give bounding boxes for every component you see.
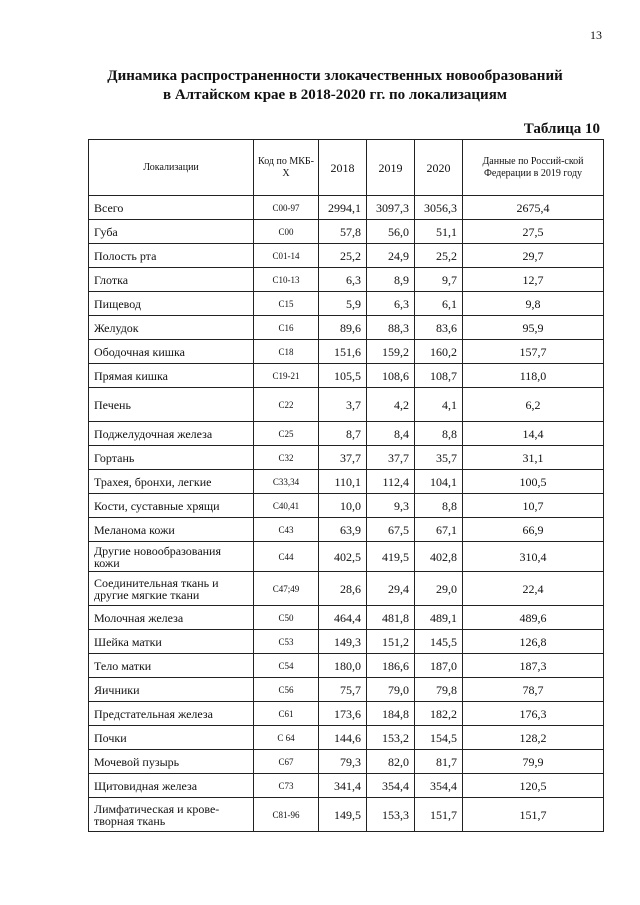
cell-code: С54 [254,654,319,678]
table-row [89,678,604,702]
cell-code: С15 [254,292,319,316]
table-body [89,196,604,832]
cell-localization: Шейка матки [89,630,254,654]
cell-2018: 341,4 [319,774,367,798]
cell-rf: 157,7 [463,340,604,364]
cell-2020: 489,1 [415,606,463,630]
cell-2019: 37,7 [367,446,415,470]
cell-2019: 4,2 [367,388,415,422]
cell-2018: 464,4 [319,606,367,630]
cell-localization: Предстательная железа [89,702,254,726]
cell-rf: 29,7 [463,244,604,268]
cell-localization: Тело матки [89,654,254,678]
cell-2020: 29,0 [415,572,463,606]
cell-2019: 186,6 [367,654,415,678]
cell-2019: 6,3 [367,292,415,316]
page-title [60,67,610,105]
cell-localization: Печень [89,388,254,422]
cell-2018: 149,5 [319,798,367,832]
table-row [89,750,604,774]
cell-2018: 28,6 [319,572,367,606]
cell-localization: Почки [89,726,254,750]
cell-2019: 159,2 [367,340,415,364]
table-row [89,220,604,244]
cell-localization: Глотка [89,268,254,292]
cell-rf: 100,5 [463,470,604,494]
cell-rf: 118,0 [463,364,604,388]
cell-code: С19-21 [254,364,319,388]
cell-2019: 419,5 [367,542,415,572]
cell-localization: Полость рта [89,244,254,268]
cell-rf: 2675,4 [463,196,604,220]
title-line-2: в Алтайском крае в 2018-2020 гг. по локализациям [162,87,508,103]
cell-rf: 10,7 [463,494,604,518]
table-row [89,518,604,542]
cell-2018: 149,3 [319,630,367,654]
cell-localization: Щитовидная железа [89,774,254,798]
table-row [89,388,604,422]
cell-rf: 14,4 [463,422,604,446]
cell-localization: Молочная железа [89,606,254,630]
cell-2020: 402,8 [415,542,463,572]
cell-code: С00-97 [254,196,319,220]
cell-2019: 67,5 [367,518,415,542]
cell-2020: 35,7 [415,446,463,470]
cell-code: С56 [254,678,319,702]
table-row [89,268,604,292]
cell-2020: 79,8 [415,678,463,702]
data-table [88,139,604,832]
table-row [89,774,604,798]
cell-rf: 9,8 [463,292,604,316]
cell-code: С43 [254,518,319,542]
cell-2019: 3097,3 [367,196,415,220]
cell-2019: 112,4 [367,470,415,494]
cell-code: С32 [254,446,319,470]
cell-2020: 108,7 [415,364,463,388]
cell-localization: Губа [89,220,254,244]
cell-localization: Всего [89,196,254,220]
cell-localization: Соединительная ткань и другие мягкие ткани [89,572,254,606]
cell-localization: Лимфатическая и крове-творная ткань [89,798,254,832]
cell-2020: 67,1 [415,518,463,542]
cell-code: С47;49 [254,572,319,606]
cell-code: С16 [254,316,319,340]
cell-2018: 75,7 [319,678,367,702]
cell-code: С25 [254,422,319,446]
cell-2020: 151,7 [415,798,463,832]
cell-rf: 151,7 [463,798,604,832]
cell-code: С18 [254,340,319,364]
cell-2019: 56,0 [367,220,415,244]
cell-2018: 5,9 [319,292,367,316]
cell-localization: Кости, суставные хрящи [89,494,254,518]
cell-2019: 153,3 [367,798,415,832]
cell-2020: 25,2 [415,244,463,268]
cell-rf: 187,3 [463,654,604,678]
header-2020: 2020 [415,140,463,196]
table-row [89,726,604,750]
table-row [89,364,604,388]
cell-2020: 354,4 [415,774,463,798]
cell-2019: 184,8 [367,702,415,726]
cell-localization: Поджелудочная железа [89,422,254,446]
cell-2019: 8,4 [367,422,415,446]
cell-localization: Другие новообразования кожи [89,542,254,572]
cell-code: С01-14 [254,244,319,268]
cell-2019: 8,9 [367,268,415,292]
table-row [89,572,604,606]
cell-2019: 153,2 [367,726,415,750]
cell-2019: 82,0 [367,750,415,774]
cell-2019: 108,6 [367,364,415,388]
cell-rf: 128,2 [463,726,604,750]
cell-2018: 37,7 [319,446,367,470]
cell-2018: 110,1 [319,470,367,494]
table-row [89,798,604,832]
table-row [89,494,604,518]
cell-2019: 481,8 [367,606,415,630]
cell-localization: Яичники [89,678,254,702]
cell-2018: 8,7 [319,422,367,446]
cell-code: С00 [254,220,319,244]
cell-rf: 126,8 [463,630,604,654]
cell-2020: 160,2 [415,340,463,364]
cell-2020: 145,5 [415,630,463,654]
cell-2018: 2994,1 [319,196,367,220]
cell-code: С73 [254,774,319,798]
cell-rf: 78,7 [463,678,604,702]
cell-rf: 27,5 [463,220,604,244]
cell-rf: 79,9 [463,750,604,774]
table-row [89,244,604,268]
header-2019: 2019 [367,140,415,196]
cell-2019: 151,2 [367,630,415,654]
cell-code: С53 [254,630,319,654]
cell-2020: 187,0 [415,654,463,678]
table-row [89,470,604,494]
cell-2019: 9,3 [367,494,415,518]
cell-localization: Меланома кожи [89,518,254,542]
cell-2018: 89,6 [319,316,367,340]
cell-2018: 25,2 [319,244,367,268]
cell-code: С10-13 [254,268,319,292]
header-rf: Данные по Россий-ской Федерации в 2019 году [463,140,604,196]
cell-localization: Мочевой пузырь [89,750,254,774]
table-row [89,542,604,572]
cell-code: С22 [254,388,319,422]
header-2018: 2018 [319,140,367,196]
cell-2019: 29,4 [367,572,415,606]
cell-2018: 79,3 [319,750,367,774]
table-row [89,292,604,316]
cell-code: С50 [254,606,319,630]
cell-code: С61 [254,702,319,726]
table-row [89,702,604,726]
cell-rf: 95,9 [463,316,604,340]
cell-2020: 104,1 [415,470,463,494]
cell-rf: 120,5 [463,774,604,798]
cell-2019: 88,3 [367,316,415,340]
cell-code: С67 [254,750,319,774]
cell-2018: 105,5 [319,364,367,388]
cell-2018: 402,5 [319,542,367,572]
cell-rf: 176,3 [463,702,604,726]
cell-2020: 8,8 [415,422,463,446]
cell-2020: 6,1 [415,292,463,316]
cell-2018: 63,9 [319,518,367,542]
header-localization: Локализации [89,140,254,196]
cell-rf: 22,4 [463,572,604,606]
cell-code: С40,41 [254,494,319,518]
title-line-1: Динамика распространенности злокачественных новообразований [107,68,563,84]
cell-2019: 354,4 [367,774,415,798]
table-label: Таблица 10 [523,121,600,137]
cell-2020: 83,6 [415,316,463,340]
table-row [89,196,604,220]
cell-2020: 8,8 [415,494,463,518]
cell-2018: 151,6 [319,340,367,364]
cell-localization: Гортань [89,446,254,470]
cell-localization: Прямая кишка [89,364,254,388]
table-row [89,606,604,630]
table-row [89,630,604,654]
cell-rf: 310,4 [463,542,604,572]
cell-2020: 154,5 [415,726,463,750]
cell-rf: 489,6 [463,606,604,630]
table-header-row [89,140,604,196]
cell-2020: 4,1 [415,388,463,422]
cell-localization: Пищевод [89,292,254,316]
table-row [89,316,604,340]
cell-2020: 51,1 [415,220,463,244]
cell-2018: 173,6 [319,702,367,726]
cell-2019: 79,0 [367,678,415,702]
cell-2018: 3,7 [319,388,367,422]
header-code: Код по МКБ-Х [254,140,319,196]
table-row [89,340,604,364]
page-number: 13 [590,28,602,42]
cell-2018: 180,0 [319,654,367,678]
table-row [89,446,604,470]
cell-localization: Ободочная кишка [89,340,254,364]
cell-2020: 182,2 [415,702,463,726]
table-row [89,422,604,446]
cell-2020: 81,7 [415,750,463,774]
cell-2018: 144,6 [319,726,367,750]
cell-code: С81-96 [254,798,319,832]
cell-rf: 12,7 [463,268,604,292]
cell-2018: 6,3 [319,268,367,292]
cell-2018: 10,0 [319,494,367,518]
cell-code: С33,34 [254,470,319,494]
cell-localization: Желудок [89,316,254,340]
cell-rf: 6,2 [463,388,604,422]
cell-2019: 24,9 [367,244,415,268]
table-row [89,654,604,678]
cell-2018: 57,8 [319,220,367,244]
cell-code: С44 [254,542,319,572]
cell-localization: Трахея, бронхи, легкие [89,470,254,494]
cell-code: С 64 [254,726,319,750]
cell-2020: 9,7 [415,268,463,292]
cell-rf: 31,1 [463,446,604,470]
cell-rf: 66,9 [463,518,604,542]
cell-2020: 3056,3 [415,196,463,220]
